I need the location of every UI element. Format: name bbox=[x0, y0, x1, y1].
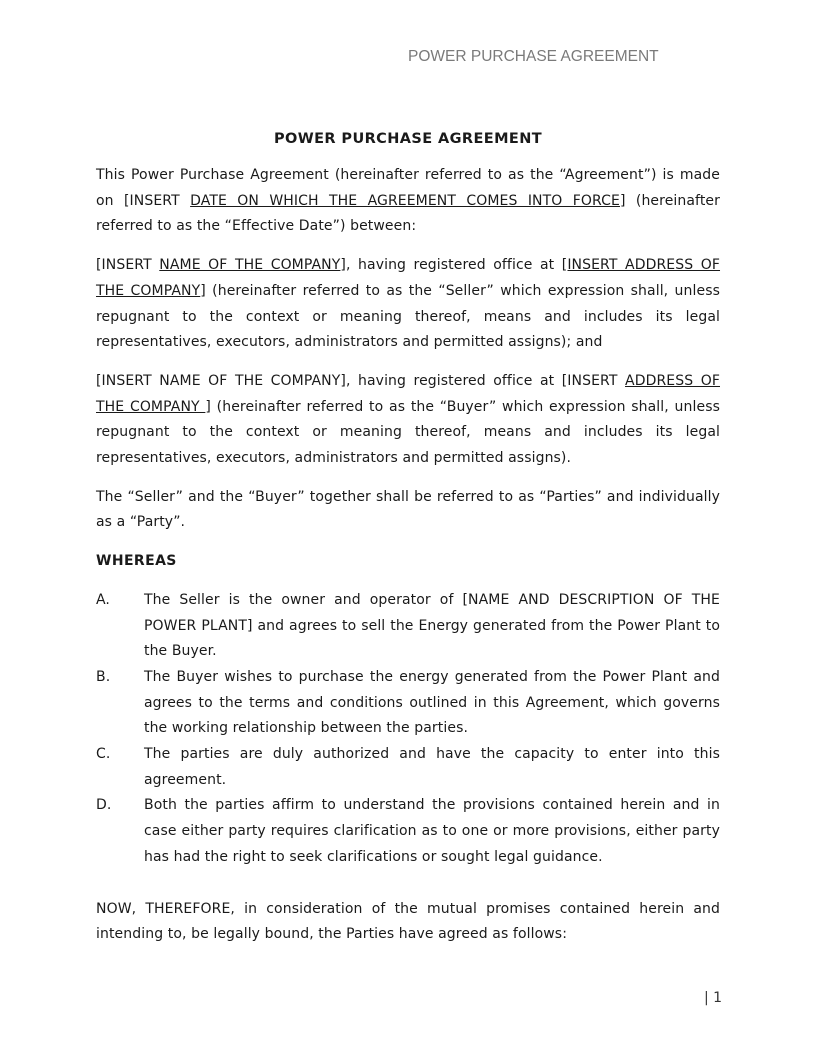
effective-date-placeholder: DATE ON WHICH THE AGREEMENT COMES INTO FORCE bbox=[190, 192, 620, 209]
whereas-heading: WHEREAS bbox=[96, 553, 177, 570]
recital-item bbox=[96, 793, 720, 870]
seller-prefix: [INSERT bbox=[96, 257, 160, 274]
buyer-suffix: ] (hereinafter referred to as the “Buyer” which expression shall, unless repugnant to the context or meaning thereof, means and includes its legal representatives, executors, administrators and permitted assigns). bbox=[96, 398, 720, 467]
recital-text: The parties are duly authorized and have the capacity to enter into this agreement. bbox=[144, 746, 720, 788]
intro-text-2: ] (hereinafter referred to as the “Effective Date”) between: bbox=[96, 192, 720, 235]
recital-text: The Buyer wishes to purchase the energy generated from the Power Plant and agrees to the terms and conditions outlined in this Agreement, which governs the working relationship between the parties. bbox=[144, 668, 720, 737]
buyer-prefix: [INSERT NAME OF THE COMPANY], having registered office at [INSERT bbox=[96, 372, 626, 389]
seller-name-placeholder: NAME OF THE COMPANY bbox=[159, 257, 341, 274]
running-header: POWER PURCHASE AGREEMENT bbox=[408, 48, 659, 65]
recital-letter: C. bbox=[96, 746, 111, 763]
seller-suffix: ] (hereinafter referred to as the “Seller” which expression shall, unless repugnant to the context or meaning thereof, means and includes its legal representatives, executors, administrators and permitted assigns); and bbox=[96, 282, 720, 351]
parties-paragraph: The “Seller” and the “Buyer” together shall be referred to as “Parties” and individually as a “Party”. bbox=[96, 488, 720, 531]
seller-address-placeholder: [INSERT ADDRESS OF THE COMPANY bbox=[96, 257, 721, 299]
recital-letter: B. bbox=[96, 668, 111, 685]
seller-middle: ], having registered office at bbox=[340, 257, 562, 274]
intro-paragraph bbox=[96, 163, 720, 240]
document-body bbox=[96, 128, 720, 961]
recital-item bbox=[96, 665, 720, 742]
document-title: POWER PURCHASE AGREEMENT bbox=[273, 131, 543, 147]
recital-letter: A. bbox=[96, 591, 110, 608]
recital-item bbox=[96, 742, 720, 793]
buyer-paragraph bbox=[96, 369, 720, 472]
recital-text: The Seller is the owner and operator of [NAME AND DESCRIPTION OF THE POWER PLANT] and agrees to sell the Energy generated from the Power Plant to the Buyer. bbox=[144, 591, 720, 660]
recitals-list bbox=[96, 588, 720, 871]
buyer-address-placeholder: ADDRESS OF THE COMPANY bbox=[96, 372, 720, 415]
intro-text-1: This Power Purchase Agreement (hereinafter referred to as the “Agreement”) is made on [INSERT bbox=[96, 167, 720, 209]
recital-item bbox=[96, 588, 720, 665]
page-number: | 1 bbox=[704, 990, 723, 1006]
recital-text: Both the parties affirm to understand the provisions contained herein and in case either party requires clarification as to one or more provisions, either party has had the right to seek clarifications or sought legal guidance. bbox=[144, 797, 720, 865]
seller-paragraph bbox=[96, 253, 720, 356]
now-therefore-paragraph: NOW, THEREFORE, in consideration of the mutual promises contained herein and intending to, be legally bound, the Parties have agreed as follows: bbox=[96, 900, 720, 943]
recital-letter: D. bbox=[96, 797, 112, 814]
